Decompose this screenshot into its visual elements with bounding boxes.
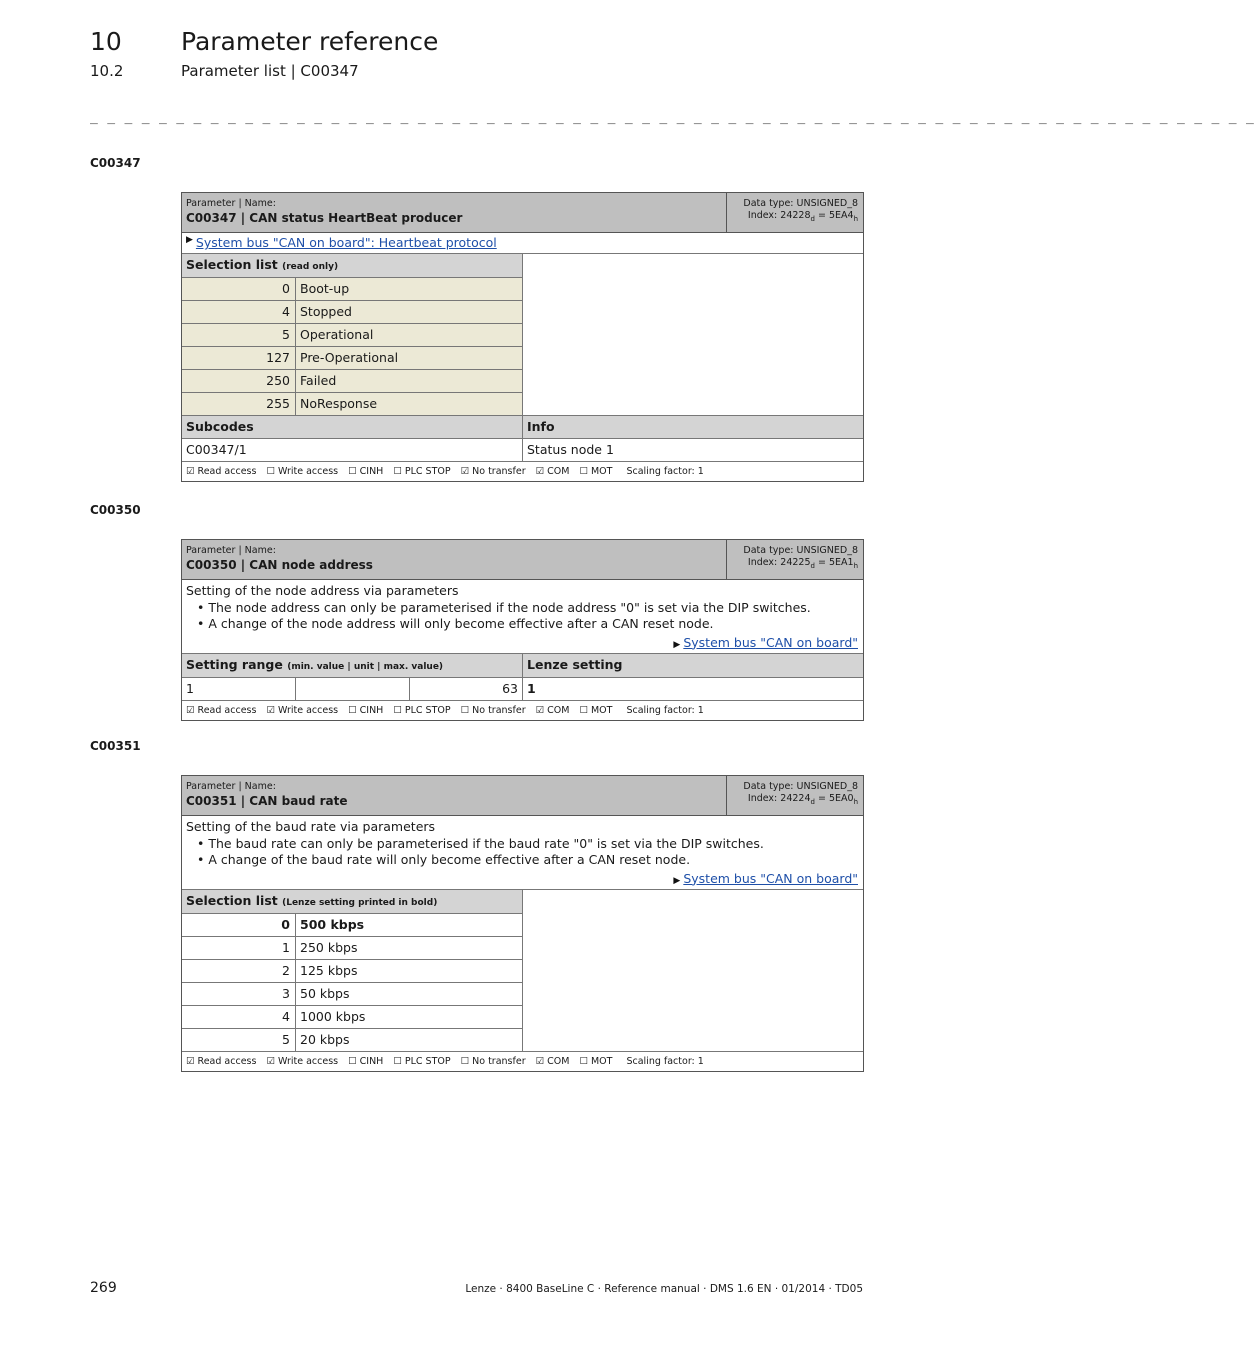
param-datatype	[727, 540, 863, 579]
selection-list-header: Selection list (read only)	[182, 254, 522, 277]
param-label: Parameter | Name:	[186, 545, 276, 556]
selection-row: 0 500 kbps	[182, 913, 522, 936]
param-table-c00347	[181, 192, 864, 482]
param-table-c00351	[181, 775, 864, 1072]
selection-row: 255 NoResponse	[182, 392, 522, 415]
param-name: C00350 | CAN node address	[186, 558, 373, 572]
access-flags	[182, 462, 863, 481]
document-reference: Lenze · 8400 BaseLine C · Reference manual · DMS 1.6 EN · 01/2014 · TD05	[465, 1283, 863, 1295]
selection-row: 127 Pre-Operational	[182, 346, 522, 369]
selection-row: 5 20 kbps	[182, 1028, 522, 1051]
subcode-info: Status node 1	[527, 442, 614, 457]
scaling-factor: Scaling factor: 1	[626, 466, 704, 477]
index: Index: $24224_d = 5EA0_h$	[747, 793, 858, 806]
link-row	[182, 633, 863, 653]
description-block	[182, 580, 863, 654]
description-text: Setting of the baud rate via parameters	[186, 819, 436, 834]
flag-cinh: ☐ CINH	[348, 1055, 384, 1067]
setting-range-header: Setting range (min. value | unit | max. value) Lenze setting	[182, 654, 863, 678]
selection-row: 4 1000 kbps	[182, 1005, 522, 1028]
flag-cinh: ☐ CINH	[348, 704, 384, 716]
system-bus-link[interactable]: System bus "CAN on board"	[683, 634, 858, 650]
selection-row: 0 Boot-up	[182, 277, 522, 300]
flag-no-transfer: ☐ No transfer	[460, 1055, 526, 1067]
selection-row: 1 250 kbps	[182, 936, 522, 959]
flag-read-access: ☑ Read access	[186, 1055, 257, 1067]
selection-row: 4 Stopped	[182, 300, 522, 323]
data-type: Data type: UNSIGNED_8	[743, 781, 858, 792]
unit	[296, 678, 410, 700]
scaling-factor: Scaling factor: 1	[626, 1055, 704, 1067]
param-header	[182, 776, 863, 816]
flag-write-access: ☑ Write access	[266, 704, 339, 716]
access-flags	[182, 1052, 863, 1071]
param-header	[182, 540, 863, 580]
heartbeat-protocol-link[interactable]: System bus "CAN on board": Heartbeat protocol	[195, 235, 497, 250]
index: Index: $24228_d = 5EA4_h$	[747, 210, 858, 223]
access-flags	[182, 701, 863, 720]
param-datatype	[727, 193, 863, 232]
link-row	[182, 233, 863, 254]
selection-empty-area	[523, 890, 863, 1051]
section-heading-c00350: C00350	[90, 503, 141, 517]
chapter-number: 10	[90, 27, 122, 56]
flag-no-transfer: ☑ No transfer	[460, 466, 526, 477]
flag-write-access: ☑ Write access	[266, 1055, 339, 1067]
flag-plc-stop: ☐ PLC STOP	[393, 466, 451, 477]
flag-mot: ☐ MOT	[579, 1055, 613, 1067]
selection-row: 5 Operational	[182, 323, 522, 346]
section-number: 10.2	[90, 62, 124, 80]
flag-mot: ☐ MOT	[579, 466, 613, 477]
param-name: C00351 | CAN baud rate	[186, 794, 348, 808]
arrow-right-icon: ▶	[186, 235, 193, 245]
subcode: C00347/1	[182, 439, 523, 461]
selection-row: 3 50 kbps	[182, 982, 522, 1005]
description-block	[182, 816, 863, 890]
flag-plc-stop: ☐ PLC STOP	[393, 704, 451, 716]
section-heading-c00347: C00347	[90, 156, 141, 170]
section-title: Parameter list | C00347	[181, 62, 359, 80]
bullet-item: • The node address can only be parameterised if the node address "0" is set via the DIP switches.	[197, 599, 811, 615]
selection-block	[182, 254, 863, 416]
subcode-row	[182, 439, 863, 462]
param-label: Parameter | Name:	[186, 781, 276, 792]
selection-empty-area	[523, 254, 863, 415]
setting-range-row	[182, 678, 863, 701]
max-value: 63	[502, 680, 518, 696]
header-divider: _ _ _ _ _ _ _ _ _ _ _ _ _ _ _ _ _ _ _ _ _ _ _ _ _ _ _ _ _ _ _ _ _ _ _ _ _ _ _ _ _ _ _ _ _ _ _ _ _ _ _ _ _ _ _ _ _ _ _ _ _ _ _ _ _ _ _ _	[90, 110, 1255, 125]
param-name: C00347 | CAN status HeartBeat producer	[186, 211, 463, 225]
param-label: Parameter | Name:	[186, 198, 276, 209]
link-row	[182, 869, 863, 889]
section-heading-c00351: C00351	[90, 739, 141, 753]
flag-com: ☑ COM	[535, 466, 570, 477]
flag-plc-stop: ☐ PLC STOP	[393, 1055, 451, 1067]
flag-write-access: ☐ Write access	[266, 466, 339, 477]
param-header	[182, 193, 863, 233]
description-text: Setting of the node address via parameters	[186, 583, 459, 598]
flag-com: ☑ COM	[535, 704, 570, 716]
data-type: Data type: UNSIGNED_8	[743, 198, 858, 209]
flag-read-access: ☑ Read access	[186, 466, 257, 477]
selection-row: 250 Failed	[182, 369, 522, 392]
flag-cinh: ☐ CINH	[348, 466, 384, 477]
selection-list-header: Selection list (Lenze setting printed in bold)	[182, 890, 522, 913]
system-bus-link[interactable]: System bus "CAN on board"	[683, 870, 858, 886]
arrow-right-icon: ▶	[673, 639, 681, 650]
data-type: Data type: UNSIGNED_8	[743, 545, 858, 556]
bullet-item: • A change of the node address will only become effective after a CAN reset node.	[197, 616, 714, 631]
min-value: 1	[182, 678, 296, 700]
flag-no-transfer: ☐ No transfer	[460, 704, 526, 716]
arrow-right-icon: ▶	[673, 875, 681, 886]
page-number: 269	[90, 1280, 117, 1296]
flag-read-access: ☑ Read access	[186, 704, 257, 716]
index: Index: $24225_d = 5EA1_h$	[747, 557, 858, 570]
chapter-title: Parameter reference	[181, 27, 439, 56]
selection-row: 2 125 kbps	[182, 959, 522, 982]
scaling-factor: Scaling factor: 1	[626, 704, 704, 716]
bullet-item: • A change of the baud rate will only become effective after a CAN reset node.	[197, 852, 691, 867]
param-table-c00350	[181, 539, 864, 721]
selection-block	[182, 890, 863, 1052]
param-datatype	[727, 776, 863, 815]
subcodes-header: Subcodes Info	[182, 416, 863, 439]
bullet-item: • The baud rate can only be parameterised if the baud rate "0" is set via the DIP switches.	[197, 835, 764, 851]
flag-com: ☑ COM	[535, 1055, 570, 1067]
lenze-setting: 1	[527, 680, 536, 696]
flag-mot: ☐ MOT	[579, 704, 613, 716]
